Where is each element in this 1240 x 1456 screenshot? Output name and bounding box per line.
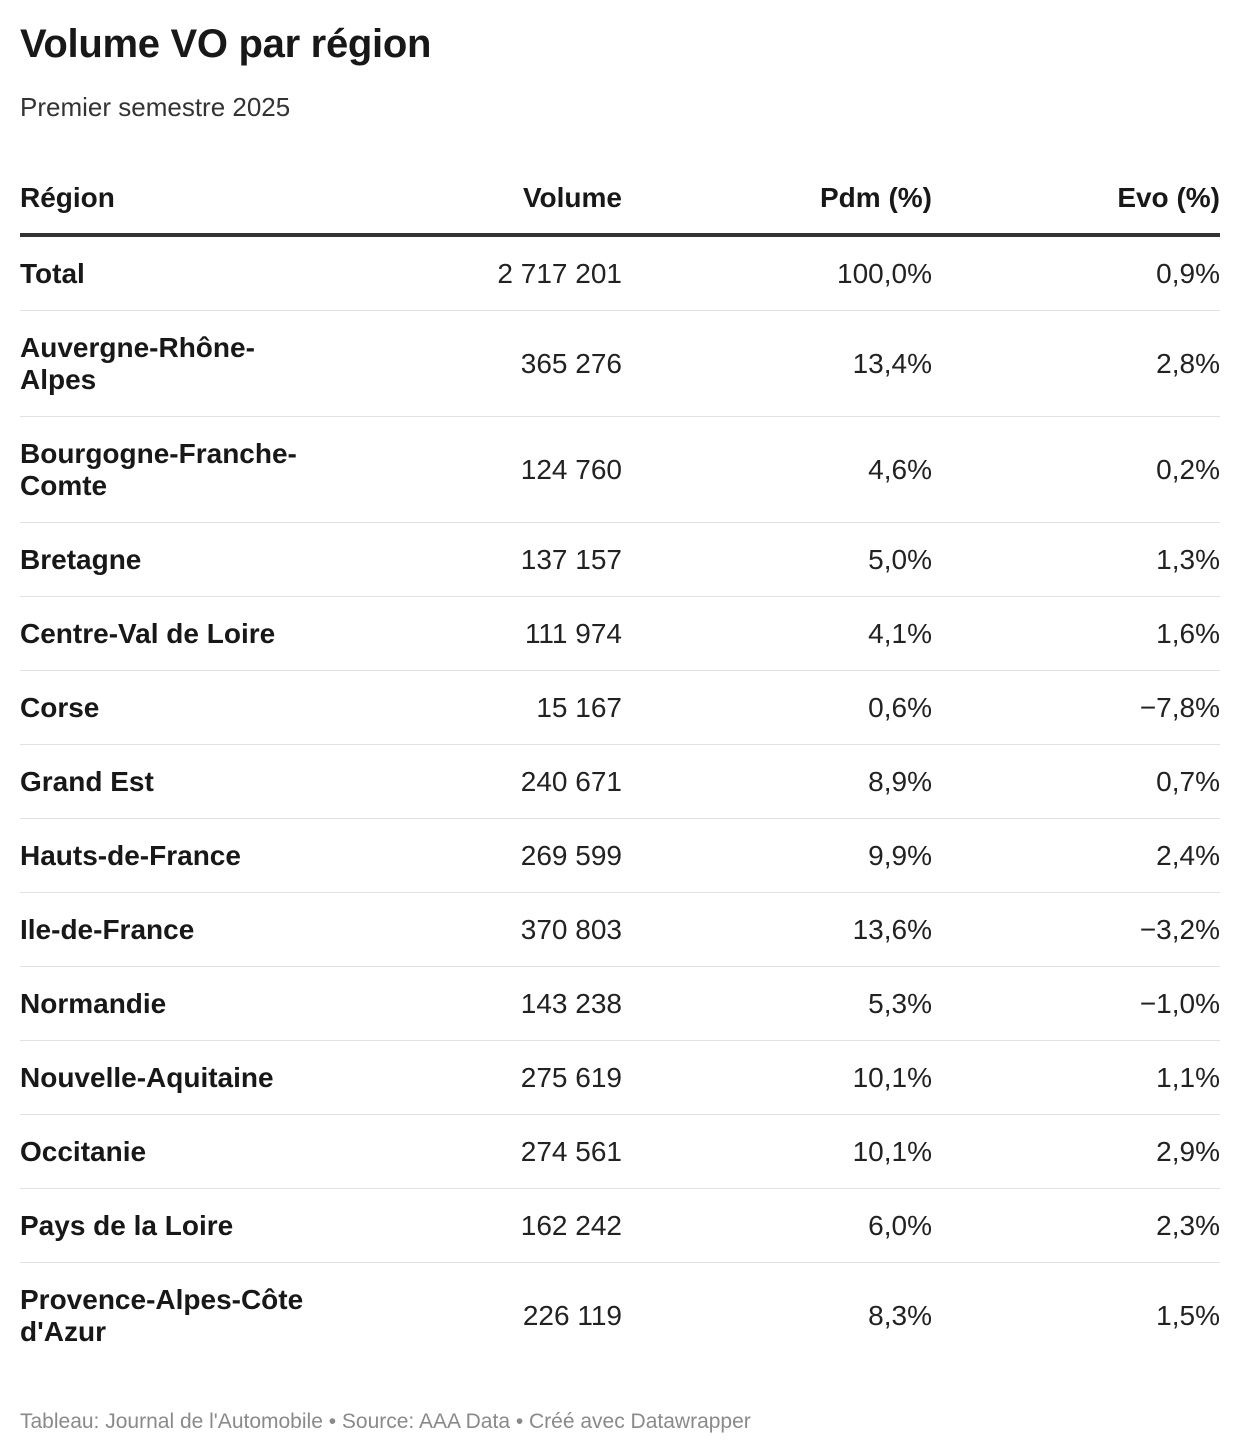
region-label: Total [20, 257, 85, 289]
region-label: Ile-de-France [20, 913, 195, 945]
cell-volume: 137 157 [350, 523, 622, 597]
cell-pdm: 9,9% [622, 819, 932, 893]
region-label: Normandie [20, 987, 167, 1019]
cell-volume: 2 717 201 [350, 235, 622, 311]
table-row [20, 745, 1220, 819]
cell-volume: 111 974 [350, 597, 622, 671]
cell-evo: 1,3% [932, 523, 1220, 597]
cell-evo: 1,1% [932, 1041, 1220, 1115]
cell-volume: 370 803 [350, 893, 622, 967]
cell-region [20, 967, 350, 1041]
table-row [20, 671, 1220, 745]
cell-region [20, 417, 350, 523]
column-header-pdm: Pdm (%) [622, 162, 932, 235]
cell-region [20, 523, 350, 597]
cell-pdm: 5,3% [622, 967, 932, 1041]
cell-region [20, 1115, 350, 1189]
table-row [20, 893, 1220, 967]
cell-volume: 226 119 [522, 1299, 622, 1331]
chart-footer: Tableau: Journal de l'Automobile • Source: AAA Data • Créé avec Datawrapper [20, 1410, 751, 1433]
cell-volume: 365 276 [350, 311, 622, 417]
region-label: Nouvelle-Aquitaine [20, 1061, 274, 1093]
cell-region [20, 1263, 350, 1369]
table-row [20, 311, 1220, 417]
table-row [20, 1189, 1220, 1263]
table-row [20, 523, 1220, 597]
cell-pdm: 0,6% [622, 671, 932, 745]
cell-volume: 124 760 [350, 417, 622, 523]
cell-pdm: 4,1% [622, 597, 932, 671]
cell-region [20, 597, 350, 671]
cell-volume: 15 167 [350, 671, 622, 745]
cell-volume: 275 619 [350, 1041, 622, 1115]
cell-evo: 2,9% [932, 1115, 1220, 1189]
chart-subtitle: Premier semestre 2025 [20, 92, 291, 122]
table-body [20, 235, 1220, 1368]
cell-pdm: 100,0% [622, 235, 932, 311]
cell-volume: 162 242 [350, 1189, 622, 1263]
cell-pdm: 5,0% [622, 523, 932, 597]
table-row [20, 819, 1220, 893]
column-header-evo: Evo (%) [932, 162, 1220, 235]
cell-region [20, 235, 350, 311]
cell-region [20, 1041, 350, 1115]
data-table [20, 162, 1220, 1368]
cell-volume: 143 238 [350, 967, 622, 1041]
region-label: Bourgogne-Franche-Comte [20, 437, 297, 501]
table-row [20, 1263, 1220, 1369]
table-header [20, 162, 1220, 235]
table-row [20, 1041, 1220, 1115]
cell-evo: 2,8% [932, 311, 1220, 417]
table-row [20, 417, 1220, 523]
cell-pdm: 6,0% [622, 1189, 932, 1263]
region-label: Auvergne-Rhône-Alpes [20, 331, 255, 395]
cell-evo: 0,2% [932, 417, 1220, 523]
region-label: Centre-Val de Loire [20, 617, 276, 649]
cell-evo: −7,8% [932, 671, 1220, 745]
region-label: Pays de la Loire [20, 1209, 234, 1241]
cell-volume: 269 599 [350, 819, 622, 893]
region-label: Hauts-de-France [20, 839, 241, 871]
chart-title: Volume VO par région [20, 22, 432, 66]
region-label: Corse [20, 691, 100, 723]
region-label: Grand Est [20, 765, 154, 797]
table-row [20, 597, 1220, 671]
region-label: Occitanie [20, 1135, 147, 1167]
cell-pdm: 4,6% [622, 417, 932, 523]
region-label: Provence-Alpes-Côte d'Azur [20, 1283, 304, 1347]
cell-evo: −1,0% [932, 967, 1220, 1041]
table-row [20, 967, 1220, 1041]
table-row [20, 1115, 1220, 1189]
cell-volume: 274 561 [350, 1115, 622, 1189]
cell-pdm: 13,4% [622, 311, 932, 417]
cell-region [20, 893, 350, 967]
header-row [20, 162, 1220, 235]
cell-evo: 0,7% [932, 745, 1220, 819]
cell-pdm: 8,3% [868, 1299, 932, 1331]
cell-pdm: 10,1% [622, 1041, 932, 1115]
cell-pdm: 10,1% [622, 1115, 932, 1189]
cell-region [20, 311, 350, 417]
cell-volume: 240 671 [350, 745, 622, 819]
cell-pdm: 13,6% [622, 893, 932, 967]
cell-evo: 2,4% [932, 819, 1220, 893]
total-row [20, 235, 1220, 311]
column-header-region: Région [20, 162, 350, 235]
cell-region [20, 819, 350, 893]
cell-region [20, 745, 350, 819]
cell-region [20, 1189, 350, 1263]
column-header-volume: Volume [350, 162, 622, 235]
cell-pdm: 8,9% [622, 745, 932, 819]
cell-evo: 0,9% [932, 235, 1220, 311]
cell-evo: 1,6% [932, 597, 1220, 671]
cell-evo: 1,5% [1156, 1299, 1220, 1331]
cell-evo: 2,3% [932, 1189, 1220, 1263]
cell-region [20, 671, 350, 745]
cell-evo: −3,2% [932, 893, 1220, 967]
region-label: Bretagne [20, 543, 142, 575]
